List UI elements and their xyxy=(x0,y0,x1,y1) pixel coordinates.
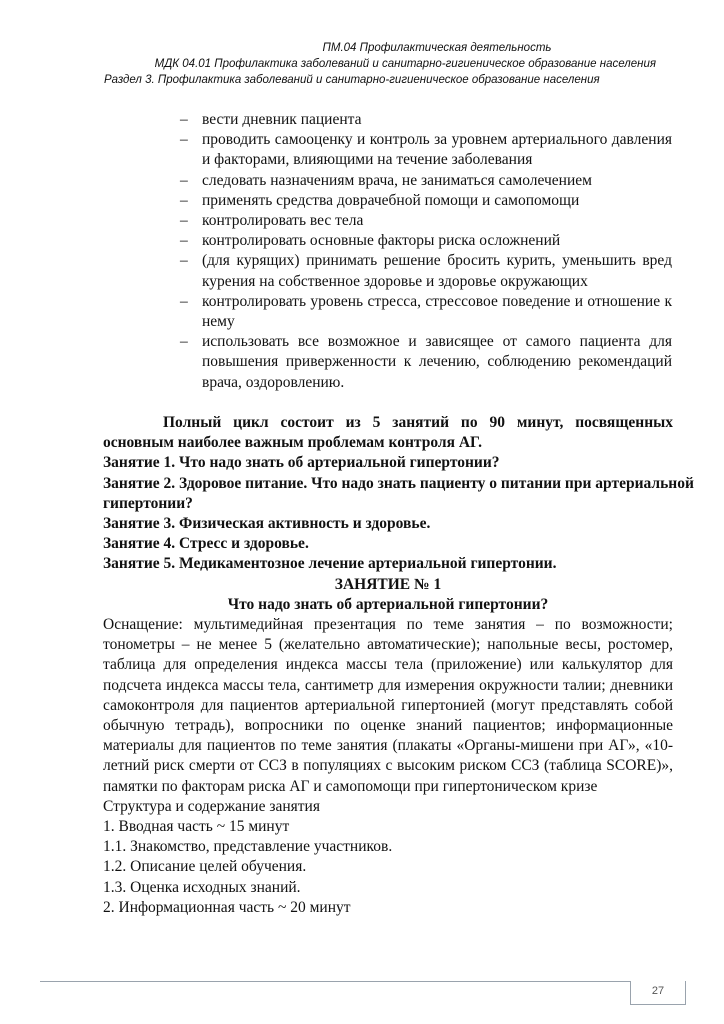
list-item xyxy=(180,191,672,211)
list-item xyxy=(180,211,672,231)
dash-marker: – xyxy=(180,212,188,230)
section-title: ЗАНЯТИЕ № 1 xyxy=(334,575,442,593)
section-subtitle: Что надо знать об артериальной гипертонии? xyxy=(227,595,549,613)
dash-marker: – xyxy=(180,111,188,128)
structure-item: 1. Вводная часть ~ 15 минут xyxy=(103,818,290,836)
cycle-intro: Полный цикл состоит из 5 занятий по 90 минут, посвященных основным наиболее важным проблемам контроля АГ. xyxy=(103,414,673,452)
lesson-1: Занятие 1. Что надо знать об артериальной гипертонии? xyxy=(103,454,500,472)
footer-divider xyxy=(40,981,630,982)
dash-marker: – xyxy=(180,232,188,250)
recommendation-list xyxy=(180,110,672,393)
list-item xyxy=(180,251,672,291)
header-course-title: МДК 04.01 Профилактика заболеваний и санитарно-гигиеническое образование населения xyxy=(154,58,656,70)
dash-marker: – xyxy=(180,292,188,310)
list-item-text: проводить самооценку и контроль за уровнем артериального давления и факторами, влияющими на течение заболевания xyxy=(202,131,672,169)
lesson-3: Занятие 3. Физическая активность и здоровье. xyxy=(103,515,431,533)
list-item-text: контролировать вес тела xyxy=(202,212,364,230)
list-item xyxy=(180,292,672,332)
list-item-text: следовать назначениям врача, не заниматься самолечением xyxy=(202,171,592,189)
list-item xyxy=(180,231,672,251)
structure-item: 1.3. Оценка исходных знаний. xyxy=(103,878,301,896)
list-item-text: контролировать уровень стресса, стрессовое поведение и отношение к нему xyxy=(202,292,672,331)
header-module-title: ПМ.04 Профилактическая деятельность xyxy=(322,42,552,54)
dash-marker: – xyxy=(180,252,188,270)
lesson-2-continued: гипертонии? xyxy=(103,494,193,512)
list-item-text: применять средства доврачебной помощи и самопомощи xyxy=(202,191,580,209)
list-item-text: вести дневник пациента xyxy=(202,111,362,128)
dash-marker: – xyxy=(180,333,188,351)
dash-marker: – xyxy=(180,171,188,189)
list-item xyxy=(180,171,672,191)
dash-marker: – xyxy=(180,191,188,209)
structure-heading: Структура и содержание занятия xyxy=(103,797,320,815)
page-number: 27 xyxy=(630,981,686,1005)
list-item xyxy=(180,130,672,170)
list-item xyxy=(180,332,672,393)
structure-item: 2. Информационная часть ~ 20 минут xyxy=(103,898,351,916)
running-header xyxy=(0,40,724,88)
list-item-text: использовать все возможное и зависящее от самого пациента для повышения приверженности к лечению, соблюдению рекомендаций врача, оздоровлению. xyxy=(202,333,672,391)
list-item-text: (для курящих) принимать решение бросить курить, уменьшить вред курения на собственное здоровье и здоровье окружающих xyxy=(202,252,672,290)
header-section-title: Раздел 3. Профилактика заболеваний и санитарно-гигиеническое образование населения xyxy=(104,74,600,86)
main-text xyxy=(103,413,694,918)
structure-item: 1.1. Знакомство, представление участников. xyxy=(103,838,393,856)
equipment-paragraph: Оснащение: мультимедийная презентация по теме занятия – по возможности; тонометры – не менее 5 (желательно автоматические); напольные весы, ростомер, таблица для определения индекса массы тела (приложение) или калькулятор для подсчета индекса массы тела, сантиметр для измерения окружности талии; дневники самоконтроля для пациентов артериальной гипертонией (могут представлять собой обычную тетрадь), вопросники по оценке знаний пациентов; информационные материалы для пациентов по теме занятия (плакаты «Органы-мишени при АГ», «10- летний риск смерти от ССЗ в популяциях с высоким риском ССЗ (таблица SCORE)», памятки по факторам риска АГ и самопомощи при гипертоническом кризе xyxy=(103,616,673,795)
lesson-4: Занятие 4. Стресс и здоровье. xyxy=(103,535,309,553)
dash-marker: – xyxy=(180,131,188,149)
structure-item: 1.2. Описание целей обучения. xyxy=(103,858,307,876)
list-item xyxy=(180,110,672,130)
list-item-text: контролировать основные факторы риска осложнений xyxy=(202,232,561,250)
lesson-5: Занятие 5. Медикаментозное лечение артериальной гипертонии. xyxy=(103,555,557,573)
lesson-2: Занятие 2. Здоровое питание. Что надо знать пациенту о питании при артериальной xyxy=(103,474,694,492)
